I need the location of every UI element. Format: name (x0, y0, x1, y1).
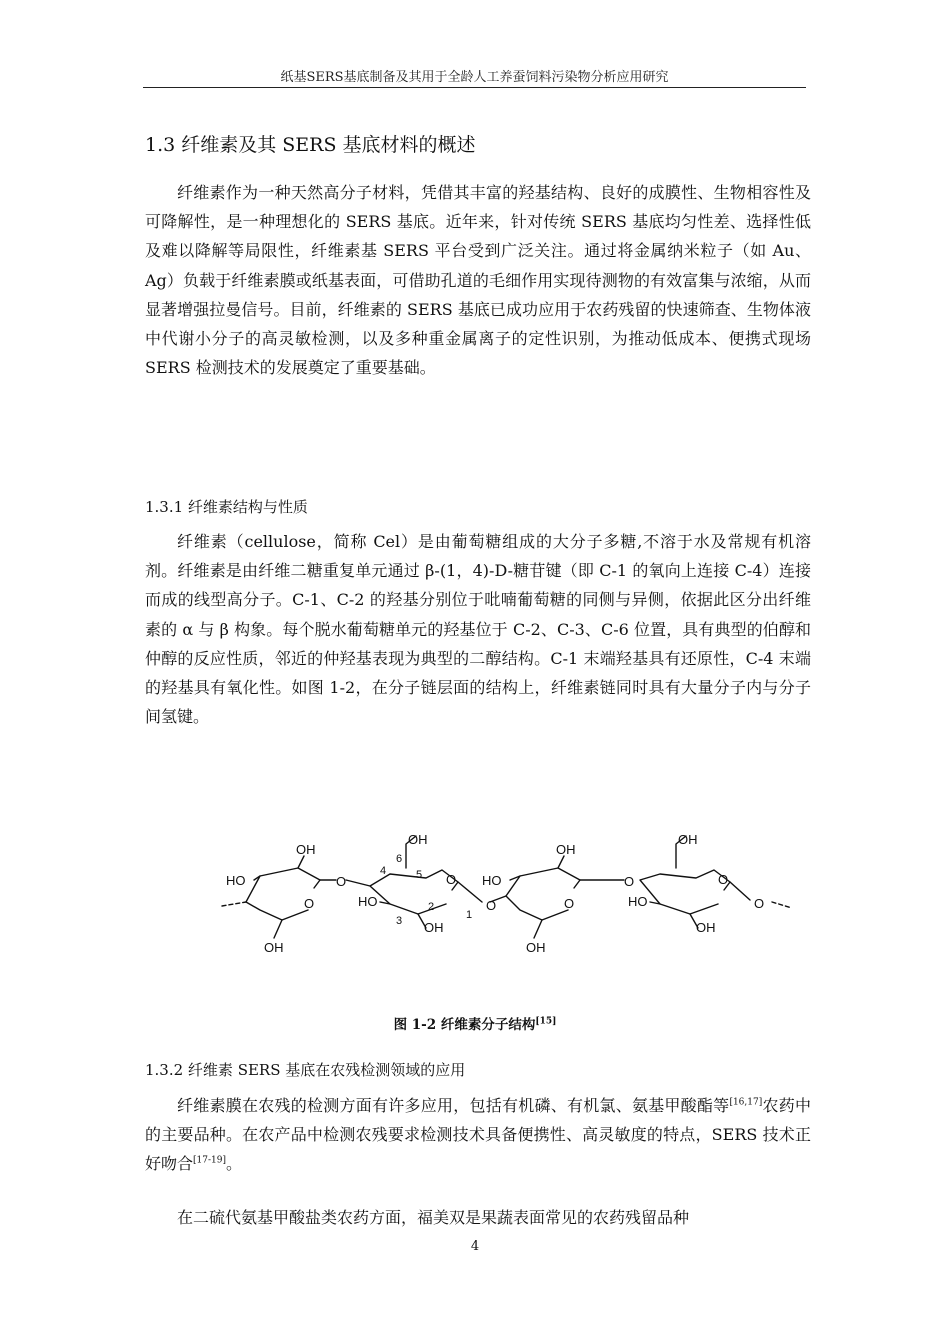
section-title: 1.3 纤维素及其 SERS 基底材料的概述 (145, 134, 476, 156)
fig-label-carbon-6: 6 (396, 853, 403, 865)
fig-label-ho: HO (358, 894, 378, 909)
fig-label-oh: OH (678, 832, 698, 847)
fig-label-oh: OH (424, 920, 444, 935)
header-rule (143, 87, 806, 88)
paragraph-text: 农药中的主要品种。在农产品中检测农残要求检测技术具备便携性、高灵敏度的特点，SERS 技术正好吻合 (145, 1096, 811, 1174)
fig-label-carbon-2: 2 (428, 901, 435, 913)
subsection-1-title: 1.3.1 纤维素结构与性质 (145, 498, 308, 516)
fig-label-oh: OH (264, 940, 284, 955)
subsection-1-paragraph: 纤维素（cellulose，简称 Cel）是由葡萄糖组成的大分子多糖,不溶于水及常规有机溶剂。纤维素是由纤维二糖重复单元通过 β-(1，4)-D-糖苷键（即 C-1 的氧向上连接 C-4）连接而成的线型高分子。C-1、C-2 的羟基分别位于吡喃葡萄糖的同侧与异侧，依据此区分出纤维素的 α 与 β 构象。每个脱水葡萄糖单元的羟基位于 C-2、C-3、C-6 位置，具有典型的伯醇和仲醇的反应性质，邻近的仲羟基表现为典型的二醇结构。C-1 末端羟基具有还原性，C-4 末端的羟基具有氧化性。如图 1-2，在分子链层面的结构上，纤维素链同时具有大量分子内与分子间氢键。 (145, 532, 811, 727)
subsection-2-paragraph-1 (145, 1091, 811, 1179)
figure-caption-text: 图 1-2 纤维素分子结构 (393, 1017, 536, 1033)
fig-label-carbon-1: 1 (466, 909, 473, 921)
paragraph-text: 纤维素膜在农残的检测方面有许多应用，包括有机磷、有机氯、氨基甲酸酯等 (177, 1096, 730, 1115)
citation-16-17: [16,17] (729, 1097, 763, 1108)
fig-label-oh: OH (556, 842, 576, 857)
subsection-2-title: 1.3.2 纤维素 SERS 基底在农残检测领域的应用 (145, 1061, 466, 1079)
paragraph-text: 。 (225, 1154, 242, 1174)
page-number: 4 (470, 1239, 480, 1254)
fig-label-ho: HO (226, 873, 246, 888)
ring-1 (246, 868, 320, 920)
fig-label-linkage-oxygen: O (624, 874, 635, 889)
subsection-2-paragraph-2: 在二硫代氨基甲酸盐类农药方面，福美双是果蔬表面常见的农药残留品种 (177, 1208, 690, 1227)
figure-caption-citation: [15] (535, 1016, 557, 1027)
figure-caption (0, 1013, 950, 1033)
chain-end-left (222, 902, 246, 906)
fig-label-linkage-oxygen: O (336, 874, 347, 889)
cellulose-structure-figure (220, 828, 800, 958)
fig-label-ho: HO (628, 894, 648, 909)
ring-4 (640, 870, 730, 914)
fig-label-carbon-3: 3 (396, 915, 403, 927)
chain-end-right (772, 902, 792, 908)
fig-label-oh: OH (408, 832, 428, 847)
fig-label-carbon-4: 4 (380, 865, 387, 877)
section-intro-paragraph: 纤维素作为一种天然高分子材料，凭借其丰富的羟基结构、良好的成膜性、生物相容性及可降解性，是一种理想化的 SERS 基底。近年来，针对传统 SERS 基底均匀性差、选择性低及难以降解等局限性，纤维素基 SERS 平台受到广泛关注。通过将金属纳米粒子（如 Au、Ag）负载于纤维素膜或纸基表面，可借助孔道的毛细作用实现待测物的有效富集与浓缩，从而显著增强拉曼信号。目前，纤维素的 SERS 基底已成功应用于农药残留的快速筛查、生物体液中代谢小分子的高灵敏检测，以及多种重金属离子的定性识别，为推动低成本、便携式现场 SERS 检测技术的发展奠定了重要基础。 (145, 183, 811, 378)
fig-label-ring-oxygen: O (446, 872, 457, 887)
fig-label-ring-oxygen: O (718, 872, 729, 887)
fig-label-linkage-oxygen: O (486, 898, 497, 913)
fig-label-ho: HO (482, 873, 502, 888)
running-header: 纸基SERS基底制备及其用于全龄人工养蚕饲料污染物分析应用研究 (280, 70, 669, 85)
fig-label-carbon-5: 5 (416, 869, 423, 881)
fig-label-ring-oxygen: O (304, 896, 315, 911)
fig-label-ring-oxygen: O (564, 896, 575, 911)
ring-3 (506, 868, 580, 920)
citation-17-19: [17-19] (193, 1156, 226, 1167)
fig-label-terminal-oxygen: O (754, 896, 765, 911)
fig-label-oh: OH (296, 842, 316, 857)
fig-label-oh: OH (526, 940, 546, 955)
fig-label-oh: OH (696, 920, 716, 935)
